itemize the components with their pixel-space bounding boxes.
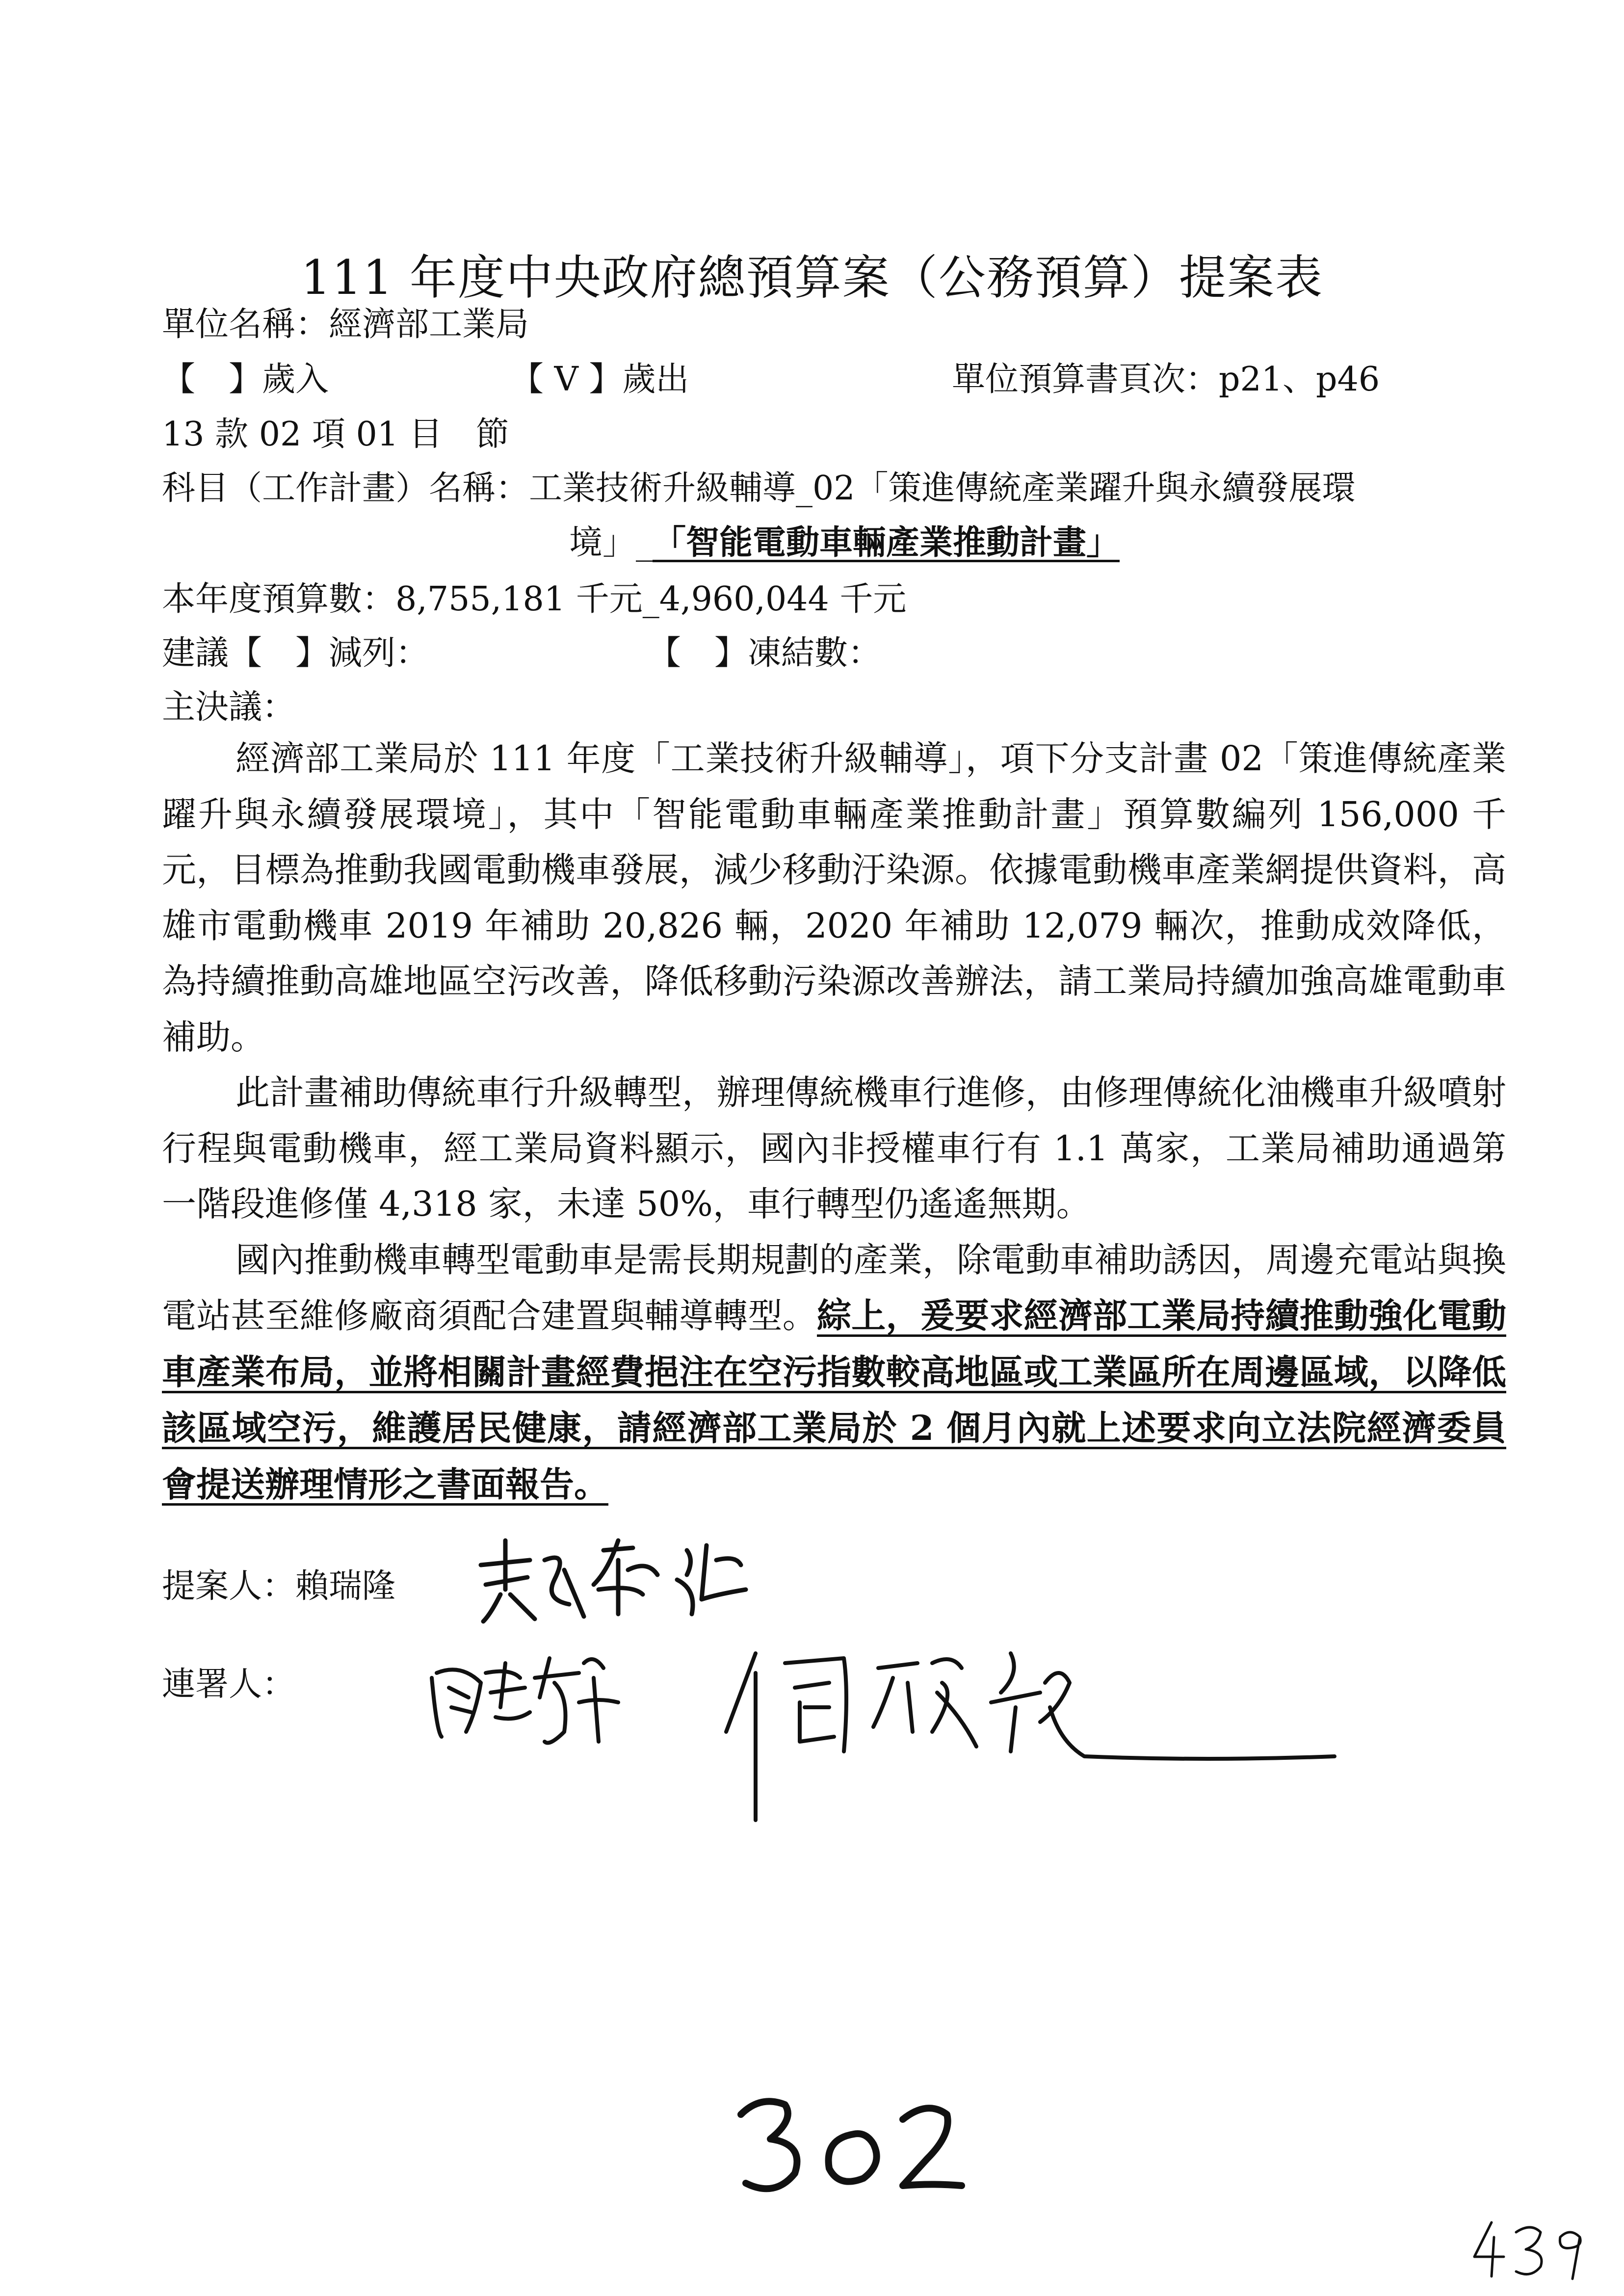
resolution-label: 主決議： [162,688,296,727]
paragraph-2: 此計畫補助傳統車行升級轉型，辦理傳統機車行進修，由修理傳統化油機車升級噴射行程與電動機車，經工業局資料顯示，國內非授權車行有 1.1 萬家，工業局補助通過第一階段進修僅 4,318 家，未達 50%，車行轉型仍遙遙無期。 [162,1072,1506,1224]
suggest-freeze: 【 】凍結數： [648,634,882,673]
revenue-checkbox: 【 】歲入 [162,360,329,399]
proposer-signature [471,1531,785,1629]
paragraph-3 [162,1232,1506,1513]
paragraph-3-plain: 國內推動機車轉型電動車是需長期規劃的產業，除電動車補助誘因，周邊充電站與換電站甚至維修廠商須配合建置與輔導轉型。 [162,1239,1506,1336]
proposer-label: 提案人：賴瑞隆 [162,1567,396,1606]
expense-checkbox: 【 V 】歲出 [510,360,689,399]
paragraph-1: 經濟部工業局於 111 年度「工業技術升級輔導」，項下分支計畫 02「策進傳統產業躍升與永續發展環境」，其中「智能電動車輛產業推動計畫」預算數編列 156,000 千元，目標為推動我國電動機車發展，減少移動汙染源。依據電動機車產業網提供資料，高雄市電動機車 2019 年補助 20,826 輛，2020 年補助 12,079 輛次，推動成效降低，為持續推動高雄地區空污改善，降低移動污染源改善辦法，請工業局持續加強高雄電動車補助。 [162,738,1506,1057]
corner-page-number [1467,2218,1595,2281]
suggest-cut: 建議【 】減列： [162,634,429,673]
page-title: 111 年度中央政府總預算案（公務預算）提案表 [301,250,1323,305]
handwritten-page-number [731,2090,967,2203]
budget-amount: 本年度預算數：8,755,181 千元_4,960,044 千元 [162,580,907,619]
item-code: 13 款 02 項 01 目 節 [162,415,509,454]
cosigner-label: 連署人： [162,1665,296,1704]
budget-pages: 單位預算書頁次：p21、p46 [952,360,1380,399]
cosigner-signature [422,1634,1344,1830]
project-name: 「智能電動車輛產業推動計畫」 [653,523,1120,562]
subject-line-1: 科目（工作計畫）名稱：工業技術升級輔導_02「策進傳統產業躍升與永續發展環 [162,469,1356,508]
unit-name: 單位名稱：經濟部工業局 [162,305,529,344]
subject-line-2 [569,523,1120,562]
subject-line-2-prefix: 境」_ [569,523,653,562]
resolution-body [162,731,1506,1513]
paragraph-3-bold: 綜上，爰要求經濟部工業局持續推動強化電動車產業布局，並將相關計畫經費挹注在空污指數較高地區或工業區所在周邊區域，以降低該區域空污，維護居民健康，請經濟部工業局於 2 個月內就上述要求向立法院經濟委員會提送辦理情形之書面報告。 [162,1295,1506,1505]
